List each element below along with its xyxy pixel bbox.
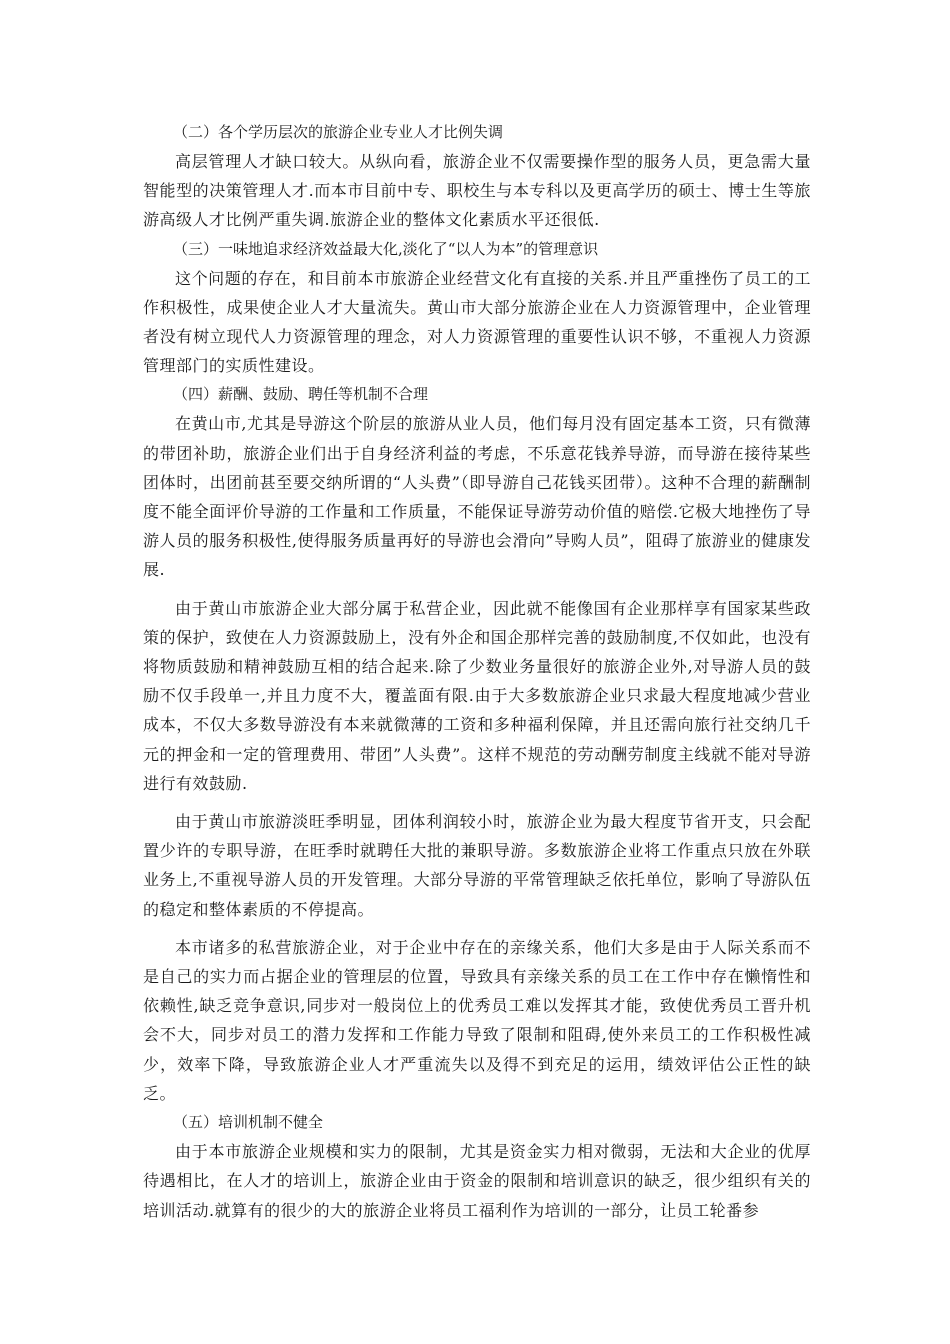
paragraph: 由于黄山市旅游淡旺季明显，团体利润较小时，旅游企业为最大程度节省开支，只会配置少许的专职导游，在旺季时就聘任大批的兼职导游。多数旅游企业将工作重点只放在外联业务上,不重视导游人员的开发管理。大部分导游的平常管理缺乏依托单位，影响了导游队伍的稳定和整体素质的不停提高。 — [143, 812, 811, 919]
paragraph: 这个问题的存在，和目前本市旅游企业经营文化有直接的关系.并且严重挫伤了员工的工作积极性，成果使企业人才大量流失。黄山市大部分旅游企业在人力资源管理中，企业管理者没有树立现代人力资源管理的理念，对人力资源管理的重要性认识不够，不重视人力资源管理部门的实质性建设。 — [143, 268, 811, 376]
paragraph: 本市诸多的私营旅游企业，对于企业中存在的亲缘关系，他们大多是由于人际关系而不是自己的实力而占据企业的管理层的位置，导致具有亲缘关系的员工在工作中存在懒惰性和依赖性,缺乏竞争意识,同步对一般岗位上的优秀员工难以发挥其才能，致使优秀员工晋升机会不大，同步对员工的潜力发挥和工作能力导致了限制和阻碍,使外来员工的工作积极性减少，效率下降，导致旅游企业人才严重流失以及得不到充足的运用，绩效评估公正性的缺乏。 — [143, 937, 811, 1103]
section-heading-4: （四）薪酬、鼓励、聘任等机制不合理 — [173, 385, 429, 404]
paragraph: 由于黄山市旅游企业大部分属于私营企业，因此就不能像国有企业那样享有国家某些政策的保护，致使在人力资源鼓励上，没有外企和国企那样完善的鼓励制度,不仅如此，也没有将物质鼓励和精神鼓励互相的结合起来.除了少数业务量很好的旅游企业外,对导游人员的鼓励不仅手段单一,并且力度不大，覆盖面有限.由于大多数旅游企业只求最大程度地减少营业成本，不仅大多数导游没有本来就微薄的工资和多种福利保障，并且还需向旅行社交纳几千元的押金和一定的管理费用、带团”人头费”。这样不规范的劳动酬劳制度主线就不能对导游进行有效鼓励. — [143, 598, 811, 793]
document-body — [143, 118, 811, 1225]
paragraph: 在黄山市,尤其是导游这个阶层的旅游从业人员，他们每月没有固定基本工资，只有微薄的带团补助，旅游企业们出于自身经济利益的考虑，不乐意花钱养导游，而导游在接待某些团体时，出团前甚至要交纳所谓的“人头费”（即导游自己花钱买团带）。这种不合理的薪酬制度不能全面评价导游的工作量和工作质量，不能保证导游劳动价值的赔偿.它极大地挫伤了导游人员的服务积极性,使得服务质量再好的导游也会滑向”导购人员”，阻碍了旅游业的健康发展. — [143, 414, 811, 580]
section-heading-5: （五）培训机制不健全 — [173, 1113, 324, 1132]
section-heading-3: （三）一味地追求经济效益最大化,淡化了“以人为本”的管理意识 — [173, 239, 599, 258]
paragraph: 由于本市旅游企业规模和实力的限制，尤其是资金实力相对微弱，无法和大企业的优厚待遇相比，在人才的培训上，旅游企业由于资金的限制和培训意识的缺乏，很少组织有关的培训活动.就算有的很少的大的旅游企业将员工福利作为培训的一部分，让员工轮番参 — [143, 1142, 811, 1220]
paragraph: 高层管理人才缺口较大。从纵向看，旅游企业不仅需要操作型的服务人员，更急需大量智能型的决策管理人才.而本市目前中专、职校生与本专科以及更高学历的硕士、博士生等旅游高级人才比例严重失调.旅游企业的整体文化素质水平还很低. — [143, 152, 811, 230]
section-heading-2: （二）各个学历层次的旅游企业专业人才比例失调 — [173, 123, 504, 141]
